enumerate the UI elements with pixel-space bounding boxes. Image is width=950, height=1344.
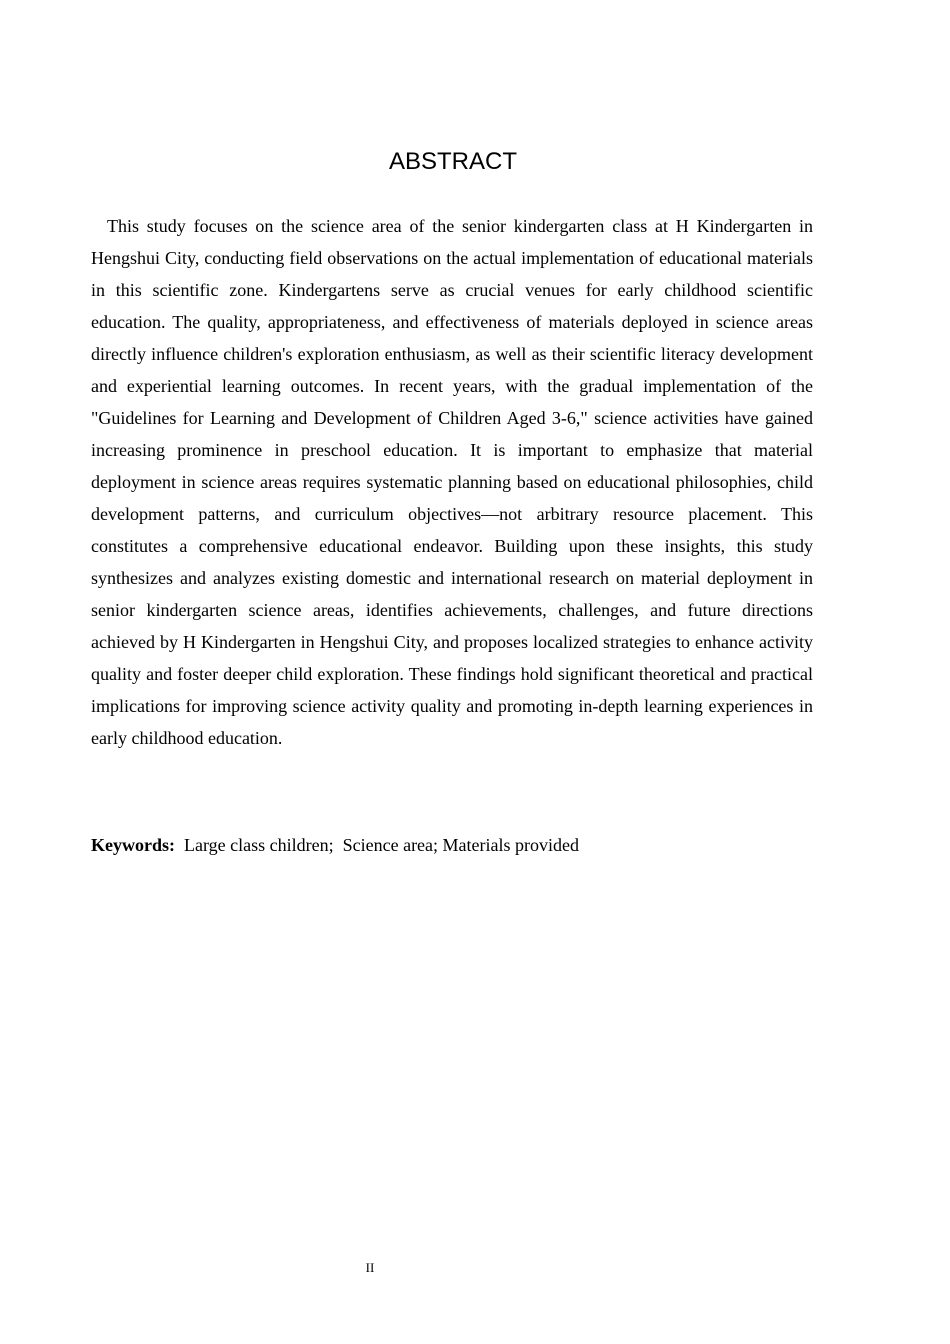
keywords-line [91, 829, 813, 861]
abstract-title: ABSTRACT [388, 148, 517, 175]
keywords-label: Keywords: [91, 835, 175, 855]
abstract-body: This study focuses on the science area of the senior kindergarten class at H Kindergarten in Hengshui City, conducting field observations on the actual implementation of educational materials in this scientific zone. Kindergartens serve as crucial venues for early childhood scientific education. The quality, appropriateness, and effectiveness of materials deployed in science areas directly influence children's exploration enthusiasm, as well as their scientific literacy development and experiential learning outcomes. In recent years, with the gradual implementation of the "Guidelines for Learning and Development of Children Aged 3-6," science activities have gained increasing prominence in preschool education. It is important to emphasize that material deployment in science areas requires systematic planning based on educational philosophies, child development patterns, and curriculum objectives—not arbitrary resource placement. This constitutes a comprehensive educational endeavor. Building upon these insights, this study synthesizes and analyzes existing domestic and international research on material deployment in senior kindergarten science areas, identifies achievements, challenges, and future directions achieved by H Kindergarten in Hengshui City, and proposes localized strategies to enhance activity quality and foster deeper child exploration. These findings hold significant theoretical and practical implications for improving science activity quality and promoting in-depth learning experiences in early childhood education. [91, 216, 813, 748]
page-number: II [365, 1260, 375, 1275]
keywords-value: Large class children; Science area; Materials provided [175, 835, 579, 855]
